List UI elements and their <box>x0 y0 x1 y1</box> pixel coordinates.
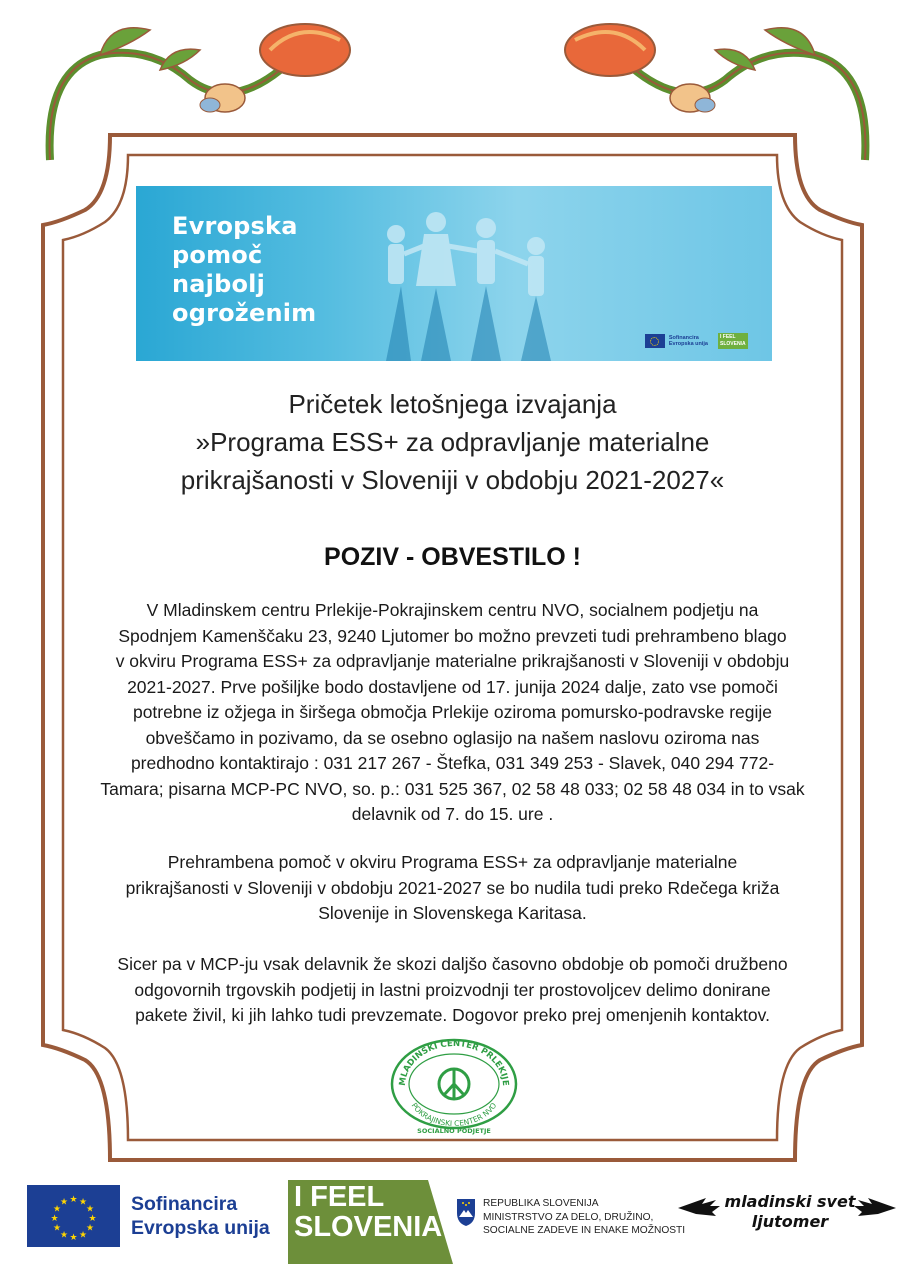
svg-text:★: ★ <box>85 1204 95 1215</box>
paragraph-donated-packages: Sicer pa v MCP-ju vsak delavnik že skozi daljšo časovno obdobje ob pomoči družbeno odgovornih trgovskih podjetij in lastni proizvodnji ter prostovoljcev delimo donirane pakete živil, ki jih lahko tudi prevzemate. Dogovor preko prej omenjenih kontaktov. <box>117 954 788 1025</box>
peace-sign-icon <box>439 1069 469 1099</box>
stamp-footer-text: SOCIALNO PODJETJE <box>417 1127 491 1135</box>
mcp-stamp-logo <box>389 1036 519 1136</box>
banner-logos <box>645 333 748 349</box>
stamp-bottom-text: POKRAJINSKI CENTER NVO <box>409 1101 499 1129</box>
ministry-label: REPUBLIKA SLOVENIJA MINISTRSTVO ZA DELO, DRUŽINO, SOCIALNE ZADEVE IN ENAKE MOŽNOSTI <box>483 1198 686 1236</box>
svg-text:★: ★ <box>78 1230 88 1241</box>
svg-text:★: ★ <box>69 1195 78 1205</box>
svg-text:★: ★ <box>69 1233 78 1243</box>
svg-text:★: ★ <box>50 1214 59 1224</box>
svg-text:★: ★ <box>59 1230 69 1241</box>
paragraph-red-cross-caritas: Prehrambena pomoč v okviru Programa ESS+ za odpravljanje materialne prikrajšanosti v Sloveniji v obdobju 2021-2027 se bo nudila tudi preko Rdečega križa Slovenije in Slovenskega Karitasa. <box>125 852 780 923</box>
svg-text:★: ★ <box>59 1197 69 1208</box>
mladinski-svet-label: mladinski svet ljutomer <box>724 1192 856 1231</box>
eu-cofinancing-label: Sofinancira Evropska unija <box>131 1193 270 1239</box>
mini-eu-logo: Sofinancira Evropska unija <box>645 334 708 348</box>
ifeel-slovenia-logo: I FEEL SLOVENIA <box>288 1180 453 1264</box>
program-banner <box>136 186 772 361</box>
eu-flag-icon <box>645 334 665 348</box>
notice-title: POZIV - OBVESTILO ! <box>324 543 581 571</box>
paragraph-distribution-info: V Mladinskem centru Prlekije-Pokrajinskem centru NVO, socialnem podjetju na Spodnjem Kamenščaku 23, 9240 Ljutomer bo možno prevzeti tudi prehrambeno blago v okviru Programa ESS+ za odpravljanje materialne prikrajšanosti v Sloveniji v obdobju 2021-2027. Prve pošiljke bodo dostavljene od 17. junija 2024 dalje, zato vse pomoči potrebne iz ožjega in širšega območja Prlekije oziroma pomursko-podravske regije obveščamo in pozivamo, da se osebno oglasijo na našem naslovu oziroma nas predhodno kontaktirajo : 031 217 267 - Štefka, 031 349 253 - Slavek, 040 294 772- Tamara; pisarna MCP-PC NVO, so. p.: 031 525 367, 02 58 48 033; 02 58 48 034 in to vsak delavnik od 7. do 15. ure . <box>100 600 805 824</box>
flower-ornament-left <box>40 10 370 170</box>
svg-text:★: ★ <box>85 1223 95 1234</box>
flower-ornament-right <box>545 10 875 170</box>
page-heading: Pričetek letošnjega izvajanja »Programa ESS+ za odpravljanje materialne prikrajšanosti v Sloveniji v obdobju 2021-2027« <box>180 389 725 495</box>
svg-text:★: ★ <box>78 1197 88 1208</box>
stamp-top-text: MLADINSKI CENTER PRLEKIJE <box>397 1038 511 1087</box>
mini-ifeel-slovenia-logo: I FEEL SLOVENIA <box>718 333 748 349</box>
slovenia-coat-of-arms-icon <box>455 1197 477 1227</box>
paper-people-illustration <box>366 196 596 361</box>
footer-logos <box>0 1170 905 1270</box>
eu-flag-icon <box>27 1185 120 1247</box>
banner-title: Evropska pomoč najbolj ogroženim <box>172 212 317 327</box>
svg-text:★: ★ <box>88 1214 97 1224</box>
svg-text:★: ★ <box>52 1204 62 1215</box>
svg-text:★: ★ <box>52 1223 62 1234</box>
